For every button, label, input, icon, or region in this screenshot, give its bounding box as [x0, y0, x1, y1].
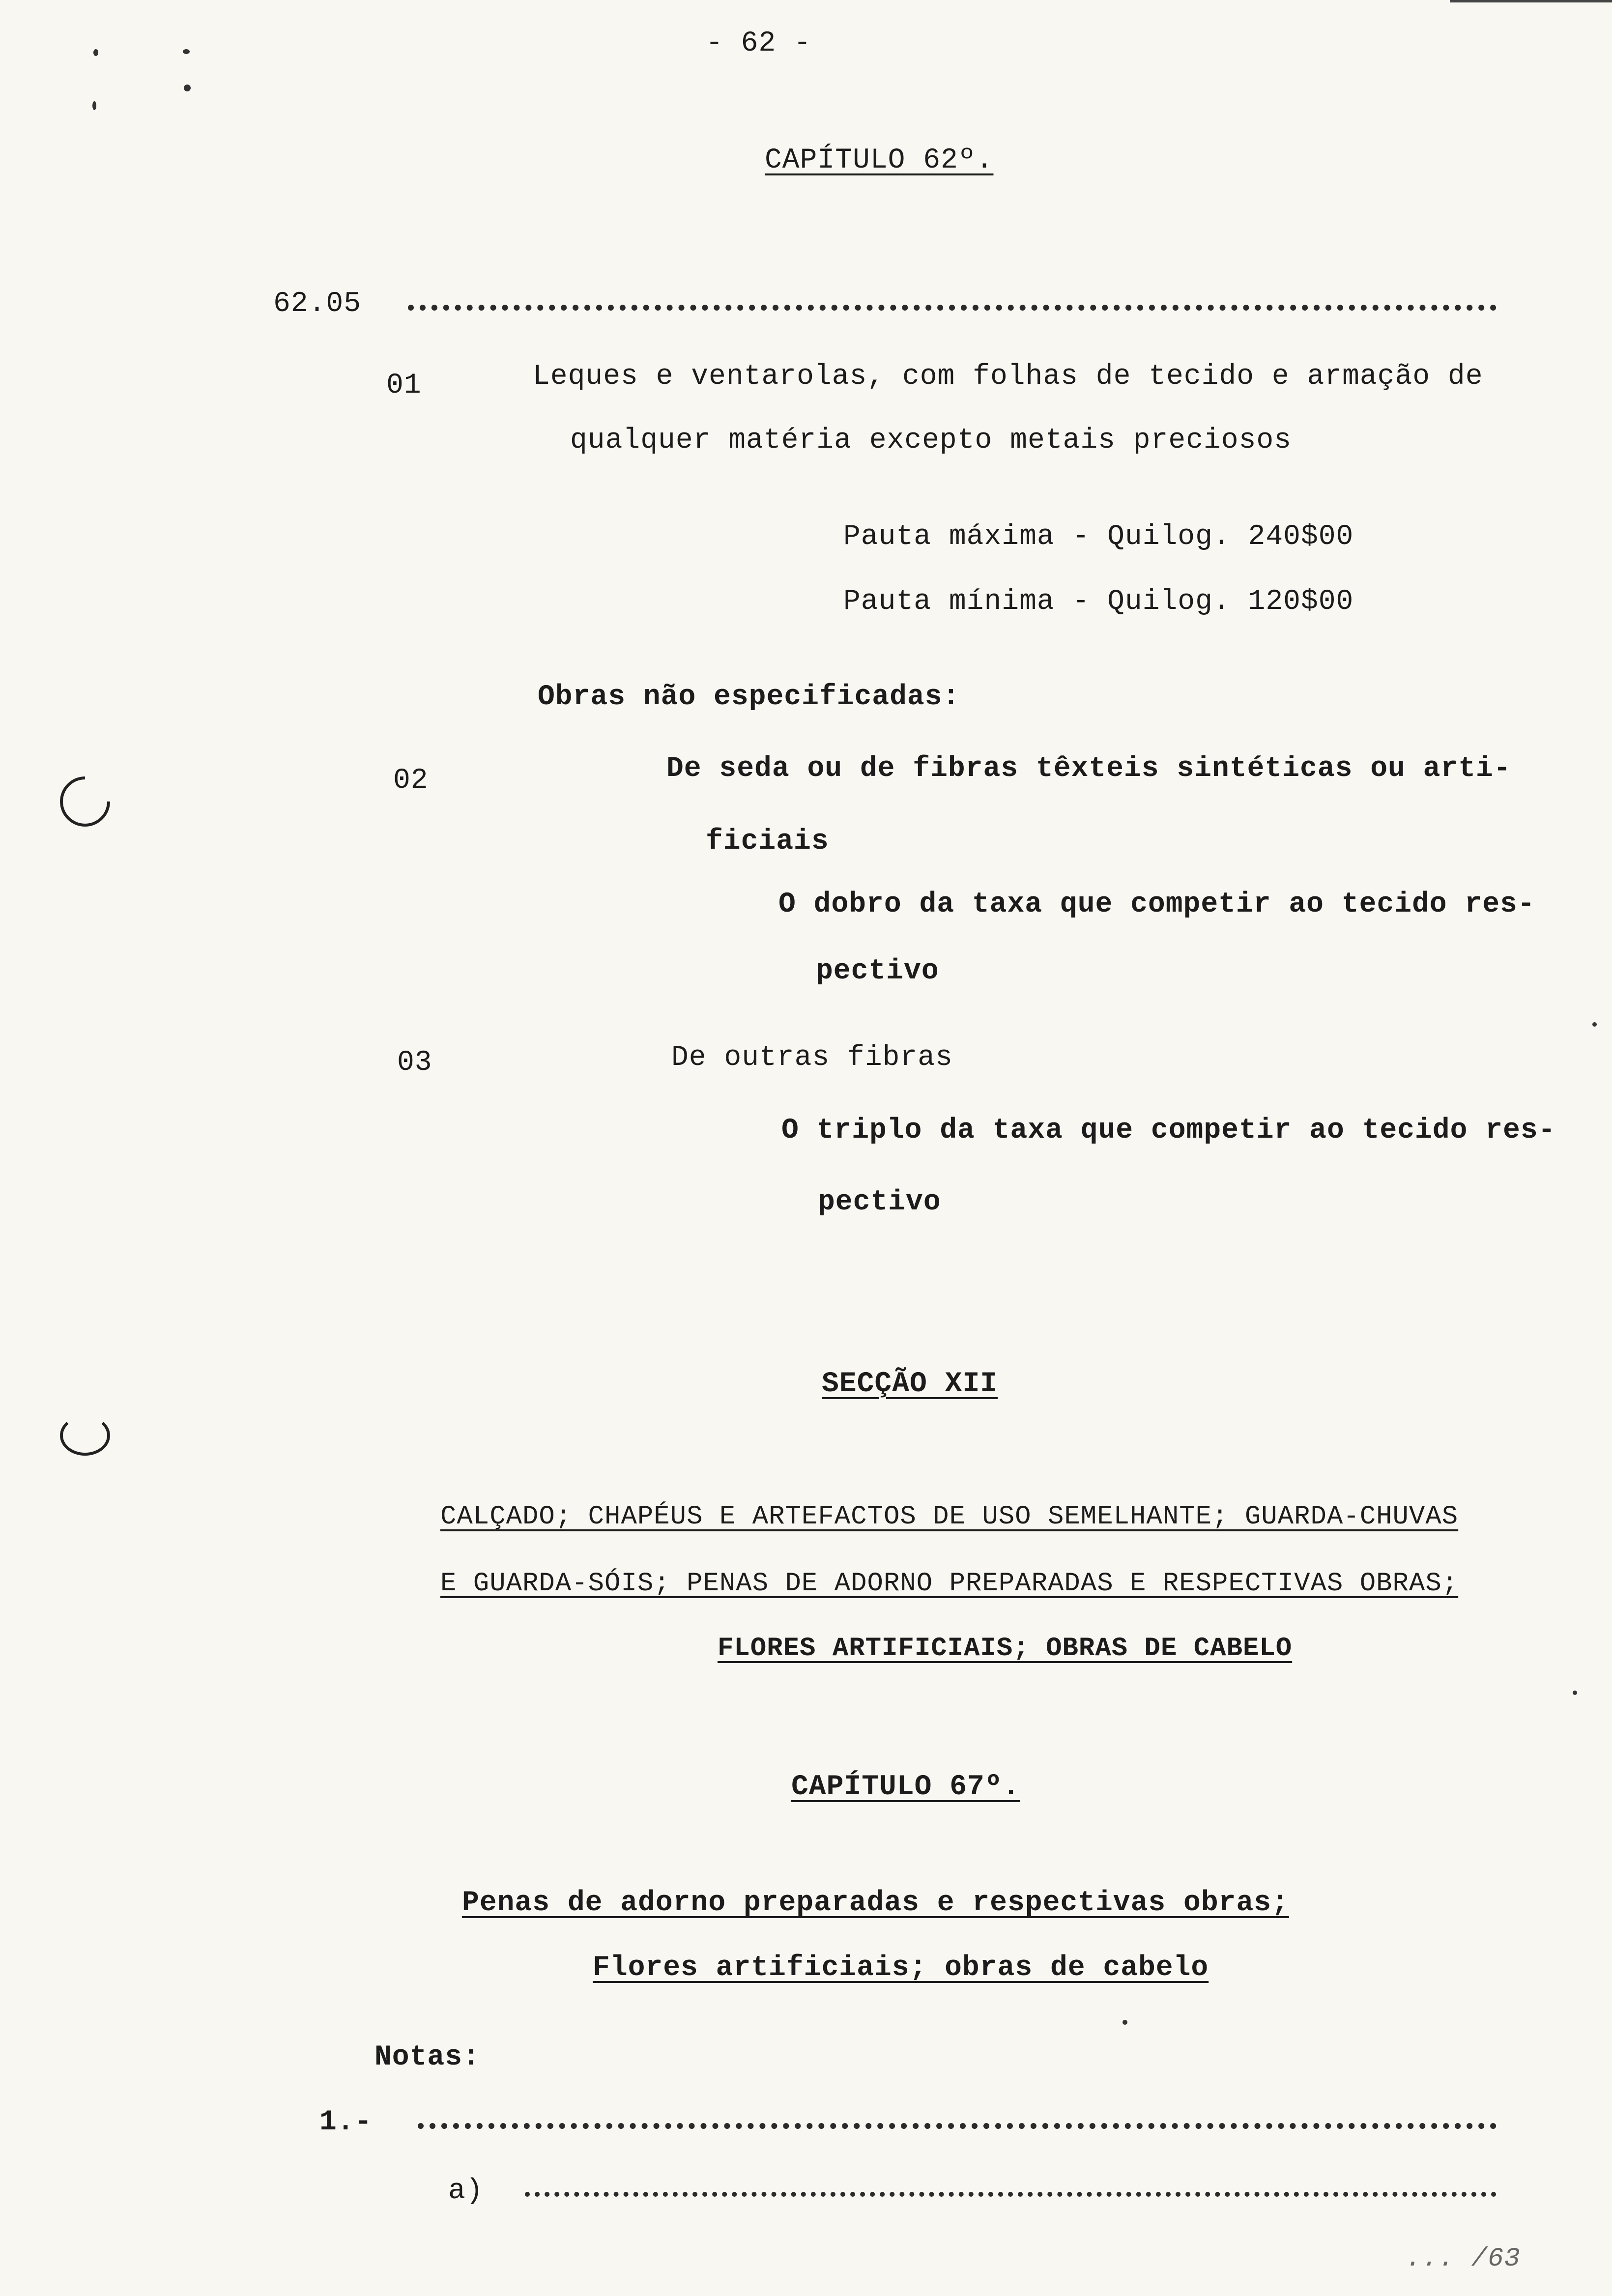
item-02-description-line1: De seda ou de fibras têxteis sintéticas ou arti-	[666, 753, 1511, 785]
page-number: - 62 -	[706, 28, 811, 59]
heading-code: 62.05	[273, 288, 362, 320]
chapter-67-subtitle-line2: Flores artificiais; obras de cabelo	[593, 1952, 1209, 1984]
item-03-description: De outras fibras	[671, 1042, 953, 1074]
section-xii-heading-line3: FLORES ARTIFICIAIS; OBRAS DE CABELO	[718, 1634, 1293, 1664]
dotted-leader	[408, 305, 1497, 311]
continuation-marker: ... /63	[1406, 2244, 1521, 2274]
chapter-62-title: CAPÍTULO 62º.	[765, 144, 994, 176]
obras-nao-especificadas-label: Obras não especificadas:	[538, 681, 960, 713]
item-number-03: 03	[397, 1047, 432, 1079]
pauta-minima: Pauta mínima - Quilog. 120$00	[843, 586, 1354, 618]
item-01-description-line2: qualquer matéria excepto metais preciosos	[570, 425, 1292, 457]
section-xii-heading-line1: CALÇADO; CHAPÉUS E ARTEFACTOS DE USO SEMELHANTE; GUARDA-CHUVAS	[440, 1502, 1459, 1532]
scan-speck	[183, 49, 190, 54]
item-02-rate-line2: pectivo	[816, 955, 939, 987]
item-01-description-line1: Leques e ventarolas, com folhas de tecido e armação de	[533, 361, 1483, 393]
notes-label: Notas:	[374, 2041, 480, 2073]
dotted-leader	[418, 2123, 1497, 2129]
scan-speck	[1573, 1691, 1577, 1695]
section-xii-title: SECÇÃO XII	[822, 1368, 998, 1400]
scan-speck	[1123, 2020, 1127, 2025]
item-number-02: 02	[393, 765, 429, 797]
scan-speck	[92, 101, 96, 110]
chapter-67-title: CAPÍTULO 67º.	[791, 1771, 1020, 1803]
note-1-label: 1.-	[319, 2106, 373, 2138]
pauta-maxima: Pauta máxima - Quilog. 240$00	[843, 521, 1354, 553]
scan-edge-line	[1450, 0, 1612, 2]
item-03-rate-line2: pectivo	[818, 1186, 941, 1218]
note-a-label: a)	[448, 2175, 484, 2207]
binder-hole-mark	[60, 1415, 110, 1456]
scan-speck	[93, 49, 98, 56]
scan-speck	[1592, 1022, 1597, 1027]
scan-speck	[184, 85, 191, 91]
item-number-01: 01	[386, 370, 422, 402]
item-03-rate-line1: O triplo da taxa que competir ao tecido res-	[781, 1115, 1556, 1147]
chapter-67-subtitle-line1: Penas de adorno preparadas e respectivas obras;	[462, 1887, 1289, 1919]
binder-hole-mark	[50, 766, 120, 837]
item-02-description-line2: ficiais	[706, 826, 829, 858]
section-xii-heading-line2: E GUARDA-SÓIS; PENAS DE ADORNO PREPARADAS E RESPECTIVAS OBRAS;	[440, 1569, 1459, 1599]
item-02-rate-line1: O dobro da taxa que competir ao tecido res-	[778, 889, 1535, 920]
dotted-leader	[525, 2192, 1497, 2197]
